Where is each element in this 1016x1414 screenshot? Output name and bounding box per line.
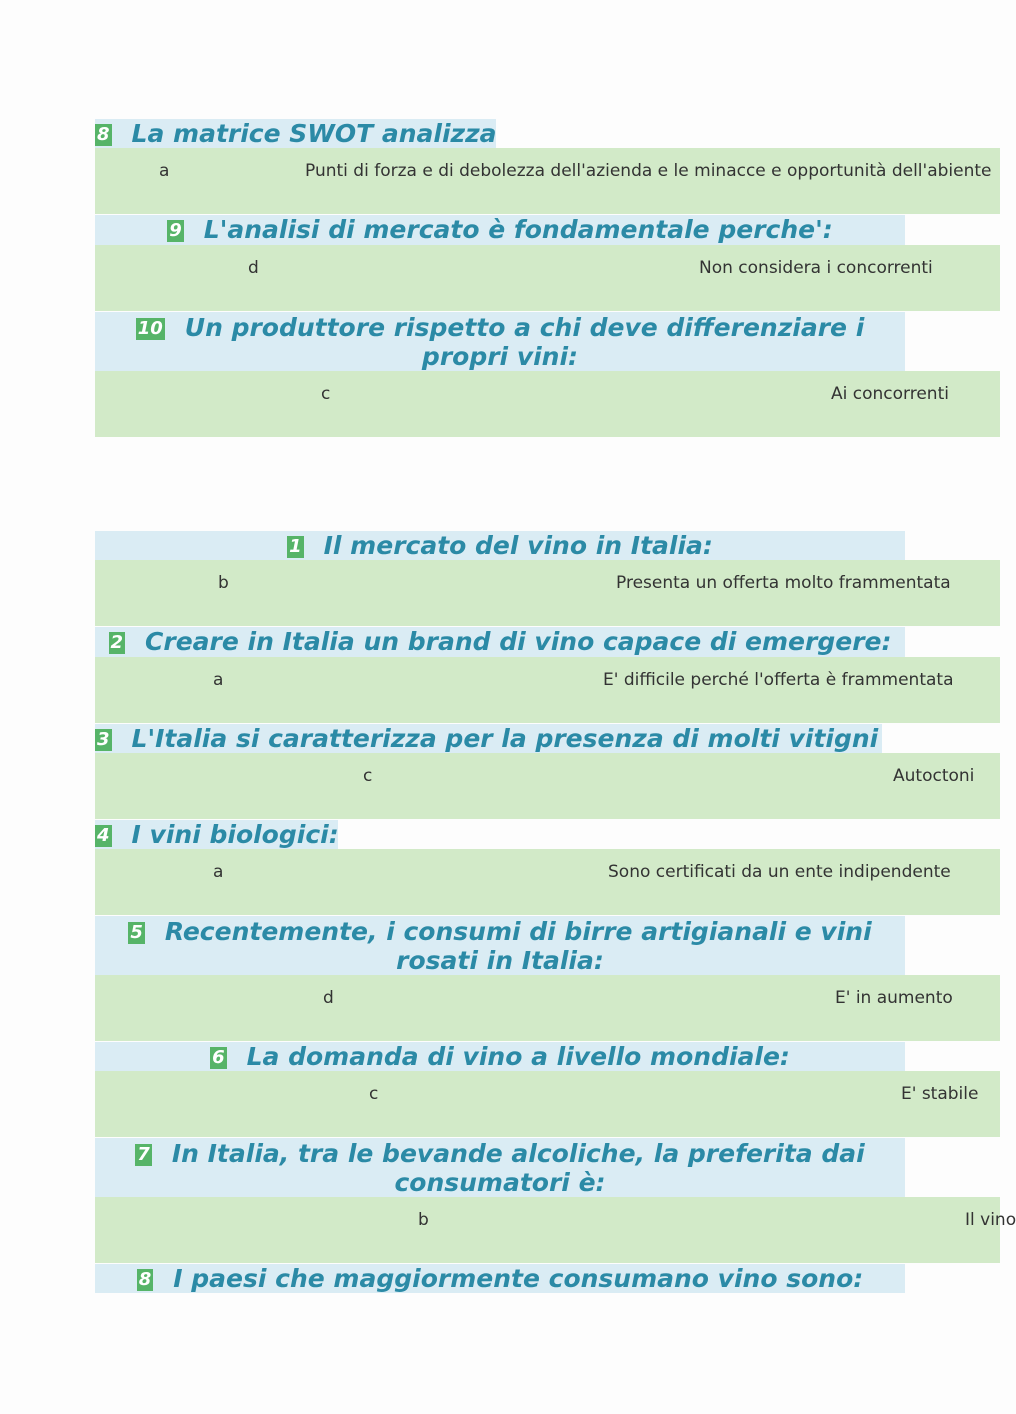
- question-text-line2: consumatori è:: [394, 1168, 606, 1197]
- question-number-badge: 8: [97, 124, 110, 145]
- question-text: I paesi che maggiormente consumano vino sono:: [173, 1264, 864, 1293]
- answer-letter: a: [159, 161, 170, 181]
- question-number-badge: 9: [169, 220, 182, 241]
- answer-text: Autoctoni: [893, 766, 975, 786]
- answer-row: [95, 371, 1000, 437]
- answer-letter: c: [321, 384, 331, 404]
- question-8-top: [95, 119, 496, 148]
- question-text: Creare in Italia un brand di vino capace di emergere:: [145, 627, 892, 656]
- question-number-badge: 7: [137, 1144, 150, 1165]
- answer-letter: c: [363, 766, 373, 786]
- question-text-line1: Recentemente, i consumi di birre artigianali e vini: [164, 917, 872, 946]
- question-text: I vini biologici:: [131, 820, 339, 849]
- question-9-top: [95, 215, 905, 245]
- answer-text: Sono certificati da un ente indipendente: [608, 862, 951, 882]
- question-text: L'Italia si caratterizza per la presenza di molti vitigni: [131, 724, 879, 753]
- answer-row: [95, 148, 1000, 214]
- question-text: La matrice SWOT analizza: [131, 119, 497, 148]
- answer-letter: d: [323, 988, 334, 1008]
- question-text-line2: propri vini:: [421, 342, 579, 371]
- question-number-badge: 4: [97, 825, 110, 846]
- question-number-badge: 1: [289, 536, 302, 557]
- question-text: Il mercato del vino in Italia:: [323, 531, 713, 560]
- question-text-line1: In Italia, tra le bevande alcoliche, la preferita dai: [171, 1139, 865, 1168]
- question-number-badge: 5: [130, 922, 143, 943]
- answer-row: [95, 245, 1000, 311]
- answer-text: Ai concorrenti: [831, 384, 949, 404]
- question-number-badge: 2: [110, 632, 124, 653]
- answer-text: E' difficile perché l'offerta è frammentata: [603, 670, 954, 690]
- answer-text: E' stabile: [901, 1084, 979, 1104]
- answer-text: Il vino: [965, 1210, 1016, 1230]
- question-text-line2: rosati in Italia:: [396, 946, 604, 975]
- answer-row: [95, 1197, 1016, 1263]
- question-text: La domanda di vino a livello mondiale:: [246, 1042, 790, 1071]
- answer-letter: d: [248, 258, 259, 278]
- question-10-top: [95, 312, 905, 371]
- question-text-line1: Un produttore rispetto a chi deve differenziare i: [184, 313, 865, 342]
- question-3: [95, 724, 882, 753]
- question-7: [95, 1138, 905, 1197]
- question-8: [95, 1264, 905, 1293]
- answer-row: [95, 657, 1000, 723]
- answer-letter: a: [213, 670, 224, 690]
- answer-letter: b: [418, 1210, 429, 1230]
- answer-text: Punti di forza e di debolezza dell'azienda e le minacce e opportunità dell'abiente: [305, 161, 992, 181]
- answer-letter: a: [213, 862, 224, 882]
- question-1: [95, 531, 905, 560]
- question-text: L'analisi di mercato è fondamentale perche':: [203, 215, 833, 244]
- answer-row: [95, 1071, 1000, 1137]
- answer-row: [95, 560, 1000, 626]
- question-4: [95, 820, 338, 849]
- answer-row: [95, 753, 1000, 819]
- question-number-badge: 6: [212, 1047, 225, 1068]
- answer-letter: b: [218, 573, 229, 593]
- question-number-badge: 10: [137, 318, 163, 339]
- answer-letter: c: [369, 1084, 379, 1104]
- answer-text: E' in aumento: [835, 988, 953, 1008]
- answer-text: Presenta un offerta molto frammentata: [616, 573, 951, 593]
- question-number-badge: 3: [97, 729, 110, 750]
- question-5: [95, 916, 905, 975]
- answer-row: [95, 975, 1000, 1041]
- answer-row: [95, 849, 1000, 915]
- question-2: [95, 627, 905, 657]
- answer-text: Non considera i concorrenti: [699, 258, 933, 278]
- question-number-badge: 8: [138, 1269, 152, 1290]
- question-6: [95, 1042, 905, 1071]
